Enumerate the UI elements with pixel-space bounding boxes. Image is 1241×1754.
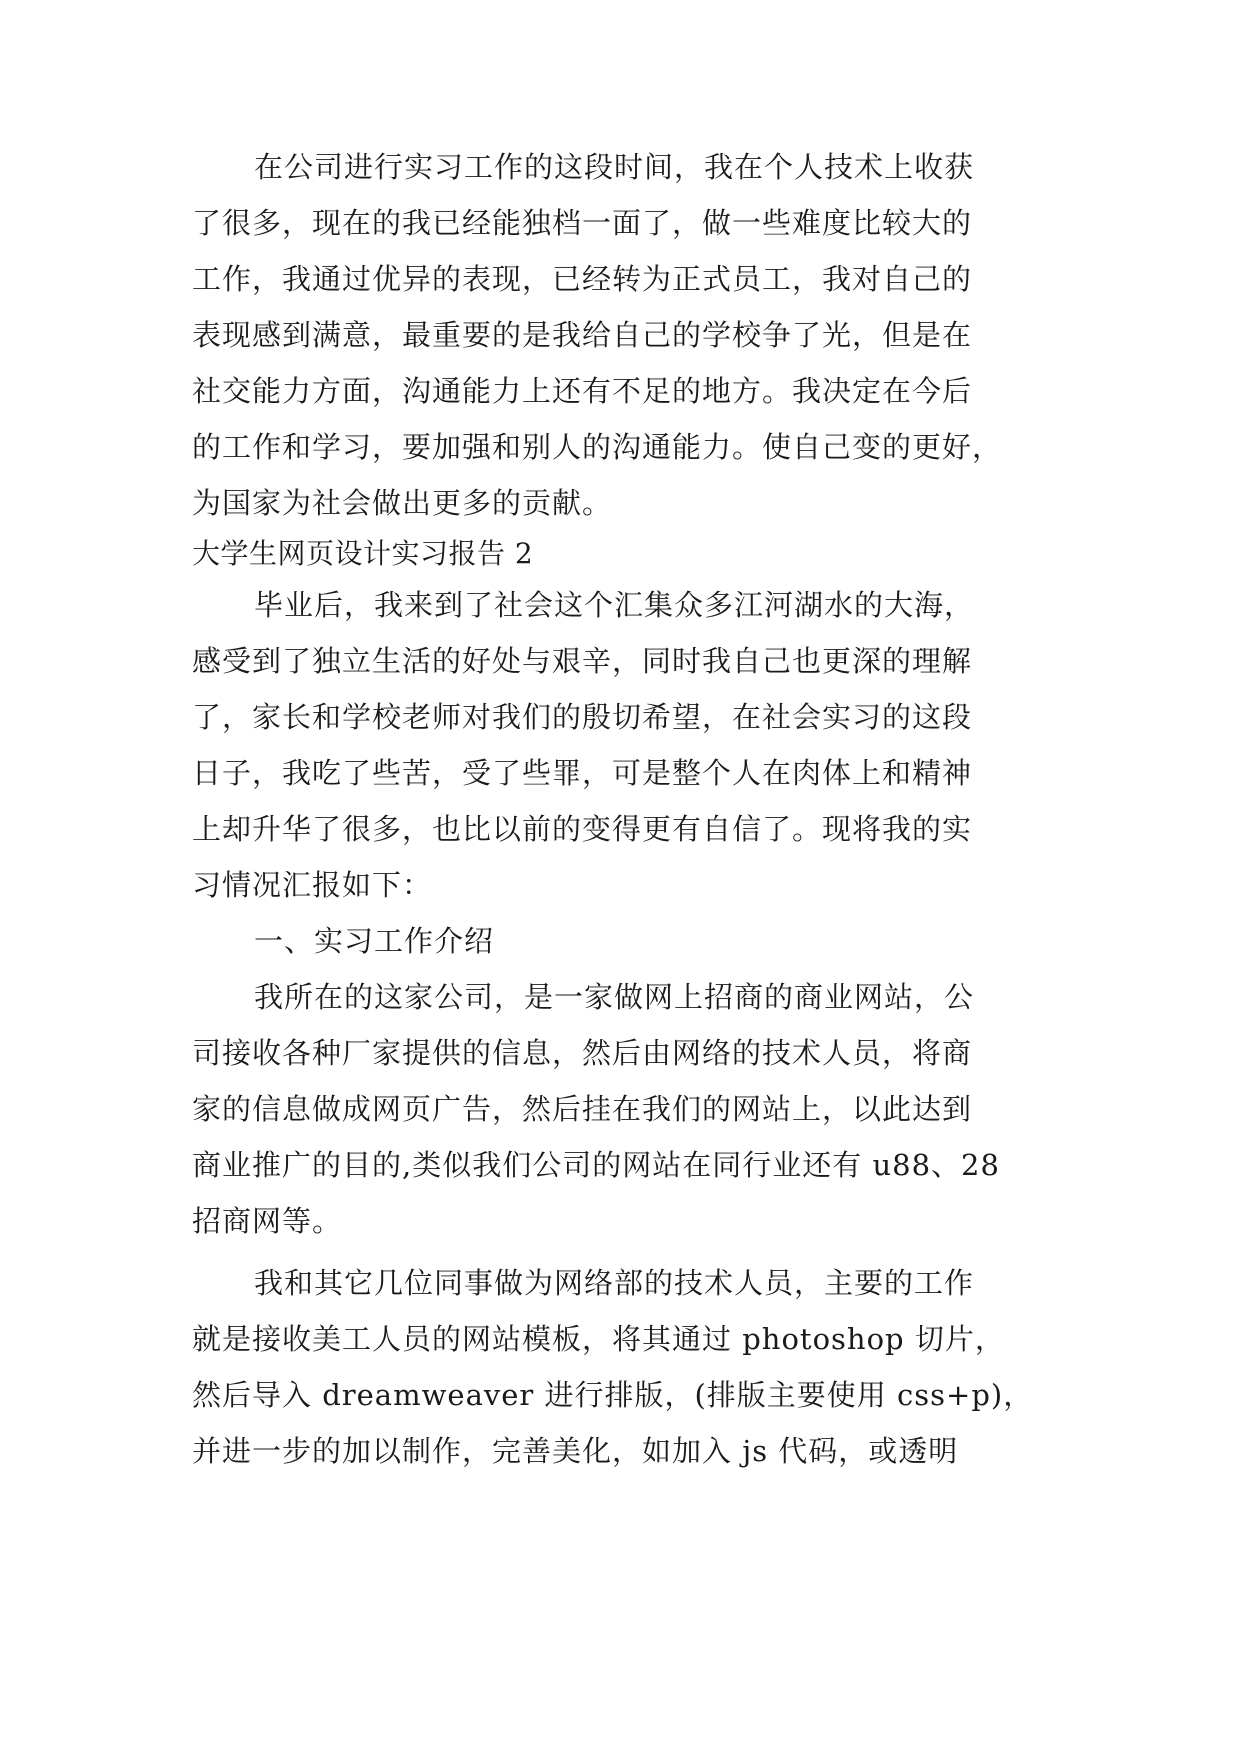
paragraph4-line: 我和其它几位同事做为网络部的技术人员，主要的工作 xyxy=(254,1266,975,1300)
paragraph1-line: 为国家为社会做出更多的贡献。 xyxy=(192,486,613,520)
paragraph3-line: 招商网等。 xyxy=(192,1204,343,1238)
paragraph1-line: 社交能力方面，沟通能力上还有不足的地方。我决定在今后 xyxy=(192,374,973,408)
paragraph3-line: 商业推广的目的,类似我们公司的网站在同行业还有 u88、28 xyxy=(192,1148,1000,1182)
paragraph1-line: 了很多，现在的我已经能独档一面了，做一些难度比较大的 xyxy=(192,206,973,240)
paragraph2-line: 日子，我吃了些苦，受了些罪，可是整个人在肉体上和精神 xyxy=(192,756,973,790)
paragraph3-line: 家的信息做成网页广告，然后挂在我们的网站上，以此达到 xyxy=(192,1092,973,1126)
paragraph2-line: 感受到了独立生活的好处与艰辛，同时我自己也更深的理解 xyxy=(192,644,973,678)
paragraph3-line: 我所在的这家公司，是一家做网上招商的商业网站，公 xyxy=(254,980,975,1014)
paragraph1-line: 在公司进行实习工作的这段时间，我在个人技术上收获 xyxy=(254,150,975,184)
paragraph4-line: 并进一步的加以制作，完善美化，如加入 js 代码，或透明 xyxy=(192,1434,959,1468)
section-heading: 一、实习工作介绍 xyxy=(254,924,495,958)
paragraph4-line: 就是接收美工人员的网站模板，将其通过 photoshop 切片， xyxy=(192,1322,1005,1356)
paragraph1-line: 表现感到满意，最重要的是我给自己的学校争了光，但是在 xyxy=(192,318,973,352)
report-title: 大学生网页设计实习报告 2 xyxy=(192,537,534,570)
paragraph1-line: 工作，我通过优异的表现，已经转为正式员工，我对自己的 xyxy=(192,262,973,296)
paragraph2-line: 上却升华了很多，也比以前的变得更有自信了。现将我的实 xyxy=(192,812,973,846)
paragraph2-line: 毕业后，我来到了社会这个汇集众多江河湖水的大海， xyxy=(254,588,975,622)
paragraph2-line: 了，家长和学校老师对我们的殷切希望，在社会实习的这段 xyxy=(192,700,973,734)
paragraph1-line: 的工作和学习，要加强和别人的沟通能力。使自己变的更好， xyxy=(192,430,1003,464)
paragraph3-line: 司接收各种厂家提供的信息，然后由网络的技术人员，将商 xyxy=(192,1036,973,1070)
paragraph4-line: 然后导入 dreamweaver 进行排版，(排版主要使用 css+p)， xyxy=(192,1378,1034,1412)
paragraph2-line: 习情况汇报如下： xyxy=(192,868,433,902)
